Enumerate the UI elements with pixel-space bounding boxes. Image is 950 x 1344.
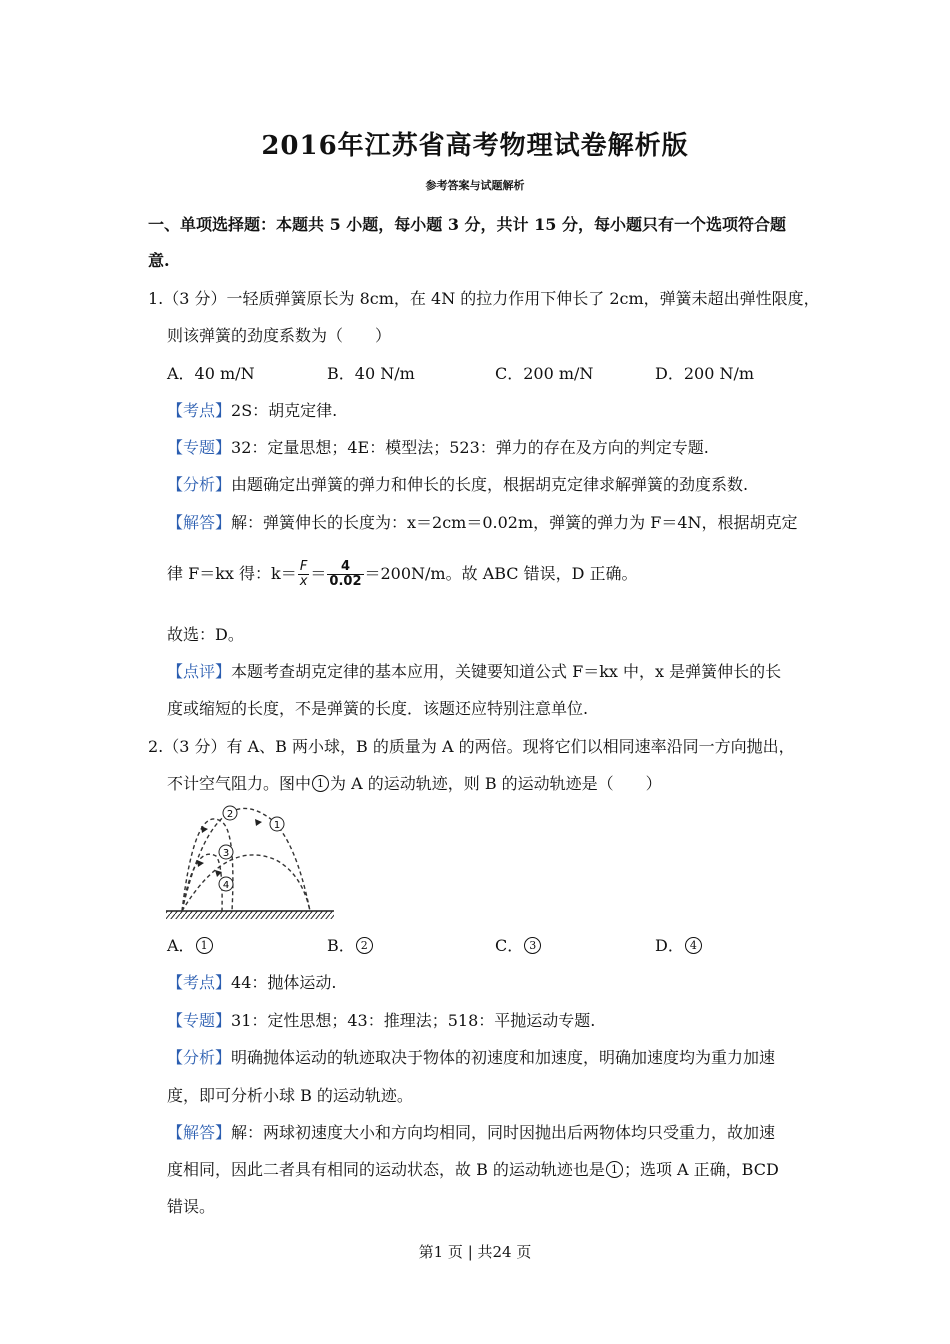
q1-stem-line1: 1.（3 分）一轻质弹簧原长为 8cm，在 4N 的拉力作用下伸长了 2cm，弹簧未超出弹性限度， <box>148 289 820 308</box>
q1-kaodian-text: 2S：胡克定律. <box>231 401 338 420</box>
q2-fenxi-text1: 明确抛体运动的轨迹取决于物体的初速度和加速度，明确加速度均为重力加速 <box>231 1048 776 1067</box>
circled-number-1: 1 <box>196 937 213 954</box>
trajectory-1 <box>182 808 310 911</box>
q2-kaodian <box>167 970 336 993</box>
q2-zhuanti-text: 31：定性思想；43：推理法；518：平抛运动专题. <box>231 1011 596 1030</box>
svg-text:4: 4 <box>222 880 230 891</box>
q1-kaodian <box>167 398 337 421</box>
trajectory-figure <box>160 800 340 922</box>
q1-jieda-tag: 【解答】 <box>167 513 232 532</box>
q2-jieda-line1 <box>167 1120 775 1143</box>
circled-number-3: 3 <box>524 937 541 954</box>
svg-text:3: 3 <box>222 848 230 859</box>
trajectory-2 <box>182 819 233 911</box>
figure-label-3 <box>219 845 233 859</box>
q1-option-d: D．200 N/m <box>655 364 755 383</box>
arrow-1 <box>255 819 262 826</box>
fraction-4-over-002: $\frac{4}{0.02}$ <box>329 559 362 589</box>
q1-jieda-line1 <box>167 510 798 533</box>
q2-option-c: C． 3 <box>495 933 542 956</box>
q2-stem2-pre: 不计空气阻力。图中 <box>167 774 312 793</box>
q2-jieda-line2 <box>167 1157 779 1180</box>
q1-dianping-tag: 【点评】 <box>167 662 232 681</box>
q2-stem-line1: 2.（3 分）有 A、B 两小球，B 的质量为 A 的两倍。现将它们以相同速率沿同一方向抛出， <box>148 737 795 756</box>
page-subtitle: 参考答案与试题解析 <box>425 179 525 192</box>
q1-dianping-line2: 度或缩短的长度，不是弹簧的长度．该题还应特别注意单位. <box>167 699 589 718</box>
q1-zhuanti-tag: 【专题】 <box>167 438 232 457</box>
svg-text:2: 2 <box>226 809 234 820</box>
q1-kaodian-tag: 【考点】 <box>167 401 232 420</box>
q2-zhuanti-tag: 【专题】 <box>167 1011 232 1030</box>
arrow-3 <box>197 860 204 867</box>
q1-option-c: C．200 m/N <box>495 364 594 383</box>
q2-jieda-tag: 【解答】 <box>167 1123 232 1142</box>
q2-kaodian-text: 44：抛体运动. <box>231 973 337 992</box>
page-footer: 第1 页 | 共24 页 <box>418 1243 532 1261</box>
q1-fenxi-tag: 【分析】 <box>167 475 232 494</box>
figure-label-4 <box>219 877 233 891</box>
q1-jieda-text1: 解：弹簧伸长的长度为：x＝2cm＝0.02m，弹簧的弹力为 F＝4N，根据胡克定 <box>231 513 798 532</box>
q1-zhuanti <box>167 435 709 458</box>
q1-stem-line2: 则该弹簧的劲度系数为（ ） <box>167 326 392 345</box>
figure-label-1 <box>270 817 284 831</box>
circled-number-1: 1 <box>312 775 329 792</box>
q2-jieda-text2-pre: 度相同，因此二者具有相同的运动状态，故 B 的运动轨迹也是 <box>167 1160 605 1179</box>
q1-jieda-text2-pre: 律 F＝kx 得：k＝ <box>167 564 297 583</box>
arrow-2 <box>201 826 208 833</box>
equals-sign: ＝ <box>310 564 327 583</box>
q2-kaodian-tag: 【考点】 <box>167 973 232 992</box>
q1-fenxi-text: 由题确定出弹簧的弹力和伸长的长度，根据胡克定律求解弹簧的劲度系数. <box>231 475 749 494</box>
fraction-f-over-x: $\frac{F}{x}$ <box>299 559 308 589</box>
q2-option-a: A． 1 <box>167 933 214 956</box>
q2-jieda-text1: 解：两球初速度大小和方向均相同，同时因抛出后两物体均只受重力，故加速 <box>231 1123 776 1142</box>
section-heading-line1: 一、单项选择题：本题共 5 小题，每小题 3 分，共计 15 分，每小题只有一个选项符合题 <box>148 215 786 234</box>
q1-option-a: A．40 m/N <box>167 364 255 383</box>
q2-jieda-line3: 错误。 <box>167 1197 216 1216</box>
section-heading-line2: 意. <box>148 251 170 270</box>
q2-fenxi-line1 <box>167 1045 775 1068</box>
circled-number-4: 4 <box>685 937 702 954</box>
q2-fenxi-tag: 【分析】 <box>167 1048 232 1067</box>
q1-dianping-line1 <box>167 659 781 682</box>
q2-stem-line2 <box>167 771 662 794</box>
q2-option-b: B． 2 <box>327 933 374 956</box>
q1-jieda-text2-post: ＝200N/m。故 ABC 错误，D 正确。 <box>364 564 638 583</box>
q2-fenxi-line2: 度，即可分析小球 B 的运动轨迹。 <box>167 1086 413 1105</box>
q1-guxuan: 故选：D。 <box>167 625 244 644</box>
ground-hatch <box>166 911 334 919</box>
circled-number-2: 2 <box>356 937 373 954</box>
q1-zhuanti-text: 32：定量思想；4E：模型法；523：弹力的存在及方向的判定专题. <box>231 438 709 457</box>
q2-jieda-text2-post: ；选项 A 正确，BCD <box>623 1160 779 1179</box>
q2-stem2-mid: 为 A 的运动轨迹，则 B 的运动轨迹是（ ） <box>330 774 662 793</box>
q2-option-d: D． 4 <box>655 933 703 956</box>
figure-label-2 <box>223 806 237 820</box>
circled-number-1: 1 <box>606 1161 623 1178</box>
page-title: 2016年江苏省高考物理试卷解析版 <box>261 131 689 161</box>
q1-jieda-line2 <box>167 560 638 589</box>
q2-zhuanti <box>167 1008 595 1031</box>
q1-option-b: B．40 N/m <box>327 364 415 383</box>
q1-fenxi <box>167 472 748 495</box>
svg-text:1: 1 <box>273 820 281 831</box>
q1-dianping-text1: 本题考查胡克定律的基本应用，关键要知道公式 F＝kx 中，x 是弹簧伸长的长 <box>231 662 782 681</box>
